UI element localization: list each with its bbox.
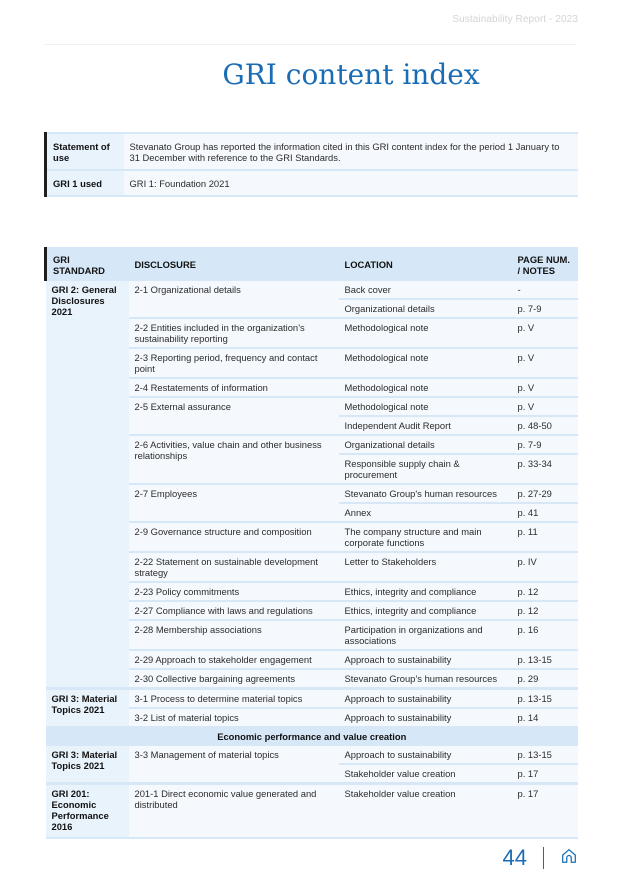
disclosure-cell: 3-1 Process to determine material topics	[129, 689, 339, 709]
page-cell: p. V	[512, 378, 579, 397]
statement-value: GRI 1: Foundation 2021	[124, 170, 579, 196]
page-cell: p. 33-34	[512, 454, 579, 484]
disclosure-cell: 2-5 External assurance	[129, 397, 339, 435]
page-cell: p. V	[512, 397, 579, 416]
disclosure-cell: 2-9 Governance structure and composition	[129, 522, 339, 552]
section-heading-row	[46, 726, 579, 746]
location-cell: Annex	[339, 503, 512, 522]
gri-standard-cell: GRI 201: Economic Performance 2016	[46, 784, 129, 839]
disclosure-cell: 3-3 Management of material topics	[129, 746, 339, 784]
location-cell: Methodological note	[339, 348, 512, 378]
disclosure-cell: 2-3 Reporting period, frequency and contact point	[129, 348, 339, 378]
location-cell: Approach to sustainability	[339, 689, 512, 709]
disclosure-cell: 201-1 Direct economic value generated and distributed	[129, 784, 339, 839]
page-cell: p. 7-9	[512, 299, 579, 318]
header-disclosure: DISCLOSURE	[129, 247, 339, 281]
disclosure-cell: 2-22 Statement on sustainable development strategy	[129, 552, 339, 582]
location-cell: Stevanato Group's human resources	[339, 484, 512, 503]
page-cell: p. V	[512, 318, 579, 348]
gri-standard-cell: GRI 2: General Disclosures 2021	[46, 281, 129, 689]
page-cell: p. 13-15	[512, 746, 579, 764]
page-cell: p. 12	[512, 582, 579, 601]
header-page-notes: PAGE NUM. / NOTES	[512, 247, 579, 281]
report-header-title: Sustainability Report - 2023	[452, 14, 578, 25]
page-cell: p. 13-15	[512, 689, 579, 709]
location-cell: Participation in organizations and associations	[339, 620, 512, 650]
disclosure-cell: 2-30 Collective bargaining agreements	[129, 669, 339, 689]
page-cell: p. 17	[512, 784, 579, 839]
page-title: GRI content index	[222, 58, 480, 91]
disclosure-cell: 2-6 Activities, value chain and other business relationships	[129, 435, 339, 484]
disclosure-cell: 2-4 Restatements of information	[129, 378, 339, 397]
table-row	[46, 281, 579, 299]
table-row	[46, 746, 579, 764]
location-cell: Back cover	[339, 281, 512, 299]
disclosure-cell: 2-27 Compliance with laws and regulations	[129, 601, 339, 620]
disclosure-cell: 2-1 Organizational details	[129, 281, 339, 318]
location-cell: Letter to Stakeholders	[339, 552, 512, 582]
location-cell: Stevanato Group’s human resources	[339, 669, 512, 689]
location-cell: The company structure and main corporate functions	[339, 522, 512, 552]
page-cell: p. 11	[512, 522, 579, 552]
statement-value: Stevanato Group has reported the information cited in this GRI content index for the period 1 January to 31 December with reference to the GRI Standards.	[124, 133, 579, 170]
page-cell: p. 41	[512, 503, 579, 522]
gri-index-table	[44, 247, 578, 839]
statement-row	[46, 133, 579, 170]
table-row	[46, 689, 579, 709]
disclosure-cell: 2-7 Employees	[129, 484, 339, 522]
table-row	[46, 784, 579, 839]
statement-key: GRI 1 used	[46, 170, 124, 196]
header-location: LOCATION	[339, 247, 512, 281]
disclosure-cell: 2-2 Entities included in the organization’s sustainability reporting	[129, 318, 339, 348]
page-cell: p. V	[512, 348, 579, 378]
location-cell: Approach to sustainability	[339, 746, 512, 764]
location-cell: Ethics, integrity and compliance	[339, 582, 512, 601]
disclosure-cell: 2-28 Membership associations	[129, 620, 339, 650]
location-cell: Methodological note	[339, 378, 512, 397]
page-cell: p. 29	[512, 669, 579, 689]
location-cell: Organizational details	[339, 435, 512, 454]
location-cell: Organizational details	[339, 299, 512, 318]
location-cell: Methodological note	[339, 397, 512, 416]
location-cell: Approach to sustainability	[339, 708, 512, 726]
statement-table	[44, 132, 578, 197]
location-cell: Ethics, integrity and compliance	[339, 601, 512, 620]
home-icon[interactable]	[560, 847, 578, 869]
gri-standard-cell: GRI 3: Material Topics 2021	[46, 689, 129, 727]
section-heading: Economic performance and value creation	[46, 726, 579, 746]
page-cell: p. IV	[512, 552, 579, 582]
page-cell: p. 14	[512, 708, 579, 726]
page-number: 44	[502, 845, 527, 870]
location-cell: Stakeholder value creation	[339, 784, 512, 839]
page-cell: p. 12	[512, 601, 579, 620]
header-gri-standard: GRI STANDARD	[46, 247, 129, 281]
statement-row	[46, 170, 579, 196]
page-cell: p. 16	[512, 620, 579, 650]
location-cell: Methodological note	[339, 318, 512, 348]
page-cell: p. 17	[512, 764, 579, 784]
disclosure-cell: 2-23 Policy commitments	[129, 582, 339, 601]
location-cell: Responsible supply chain & procurement	[339, 454, 512, 484]
footer-divider	[543, 847, 544, 869]
table-header-row	[46, 247, 579, 281]
page-footer	[503, 845, 578, 871]
disclosure-cell: 3-2 List of material topics	[129, 708, 339, 726]
page-cell: -	[512, 281, 579, 299]
location-cell: Approach to sustainability	[339, 650, 512, 669]
disclosure-cell: 2-29 Approach to stakeholder engagement	[129, 650, 339, 669]
page-cell: p. 13-15	[512, 650, 579, 669]
page-cell: p. 27-29	[512, 484, 579, 503]
header-divider	[44, 44, 577, 45]
location-cell: Independent Audit Report	[339, 416, 512, 435]
page-cell: p. 48-50	[512, 416, 579, 435]
location-cell: Stakeholder value creation	[339, 764, 512, 784]
page-cell: p. 7-9	[512, 435, 579, 454]
gri-standard-cell: GRI 3: Material Topics 2021	[46, 746, 129, 784]
statement-key: Statement of use	[46, 133, 124, 170]
